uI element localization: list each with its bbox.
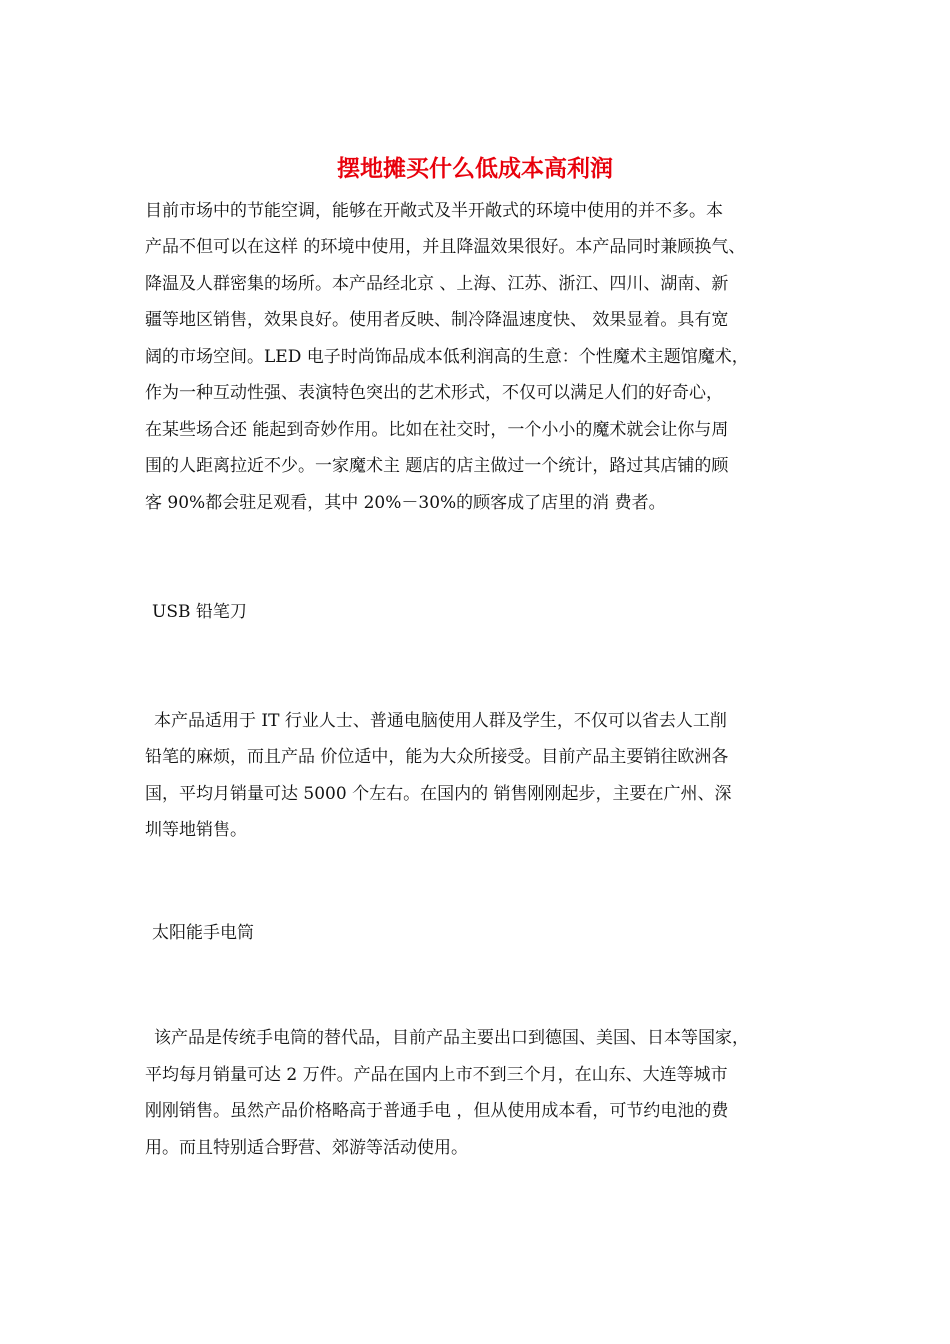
section1-line: 圳等地销售。 bbox=[145, 820, 247, 840]
section2-line: 该产品是传统手电筒的替代品，目前产品主要出口到德国、美国、日本等国家， bbox=[154, 1028, 749, 1048]
section-heading-usb-pencil-sharpener: USB 铅笔刀 bbox=[152, 602, 247, 622]
intro-line: 作为一种互动性强、表演特色突出的艺术形式，不仅可以满足人们的好奇心， bbox=[145, 383, 723, 403]
section2-line: 刚刚销售。虽然产品价格略高于普通手电 ，但从使用成本看，可节约电池的费 bbox=[145, 1101, 729, 1121]
intro-line: 阔的市场空间。LED 电子时尚饰品成本低利润高的生意：个性魔术主题馆魔术， bbox=[145, 347, 749, 367]
intro-line: 疆等地区销售，效果良好。使用者反映、制冷降温速度快、 效果显着。具有宽 bbox=[145, 310, 729, 330]
intro-line: 在某些场合还 能起到奇妙作用。比如在社交时，一个小小的魔术就会让你与周 bbox=[145, 420, 729, 440]
section2-line: 用。而且特别适合野营、郊游等活动使用。 bbox=[145, 1138, 468, 1158]
intro-line: 围的人距离拉近不少。一家魔术主 题店的店主做过一个统计，路过其店铺的顾 bbox=[145, 456, 729, 476]
section2-line: 平均每月销量可达 2 万件。产品在国内上市不到三个月，在山东、大连等城市 bbox=[145, 1065, 728, 1085]
document-title: 摆地摊买什么低成本高利润 bbox=[337, 155, 613, 182]
intro-line: 降温及人群密集的场所。本产品经北京 、上海、江苏、浙江、四川、湖南、新 bbox=[145, 274, 729, 294]
section1-line: 铅笔的麻烦，而且产品 价位适中，能为大众所接受。目前产品主要销往欧洲各 bbox=[145, 747, 729, 767]
section-heading-solar-flashlight: 太阳能手电筒 bbox=[152, 923, 254, 943]
section1-line: 国，平均月销量可达 5000 个左右。在国内的 销售刚刚起步，主要在广州、深 bbox=[145, 784, 732, 804]
intro-line: 产品不但可以在这样 的环境中使用，并且降温效果很好。本产品同时兼顾换气、 bbox=[145, 237, 746, 257]
section1-line: 本产品适用于 IT 行业人士、普通电脑使用人群及学生，不仅可以省去人工削 bbox=[154, 711, 727, 731]
intro-line: 目前市场中的节能空调，能够在开敞式及半开敞式的环境中使用的并不多。本 bbox=[145, 201, 723, 221]
intro-line: 客 90%都会驻足观看，其中 20%－30%的顾客成了店里的消 费者。 bbox=[145, 493, 666, 513]
